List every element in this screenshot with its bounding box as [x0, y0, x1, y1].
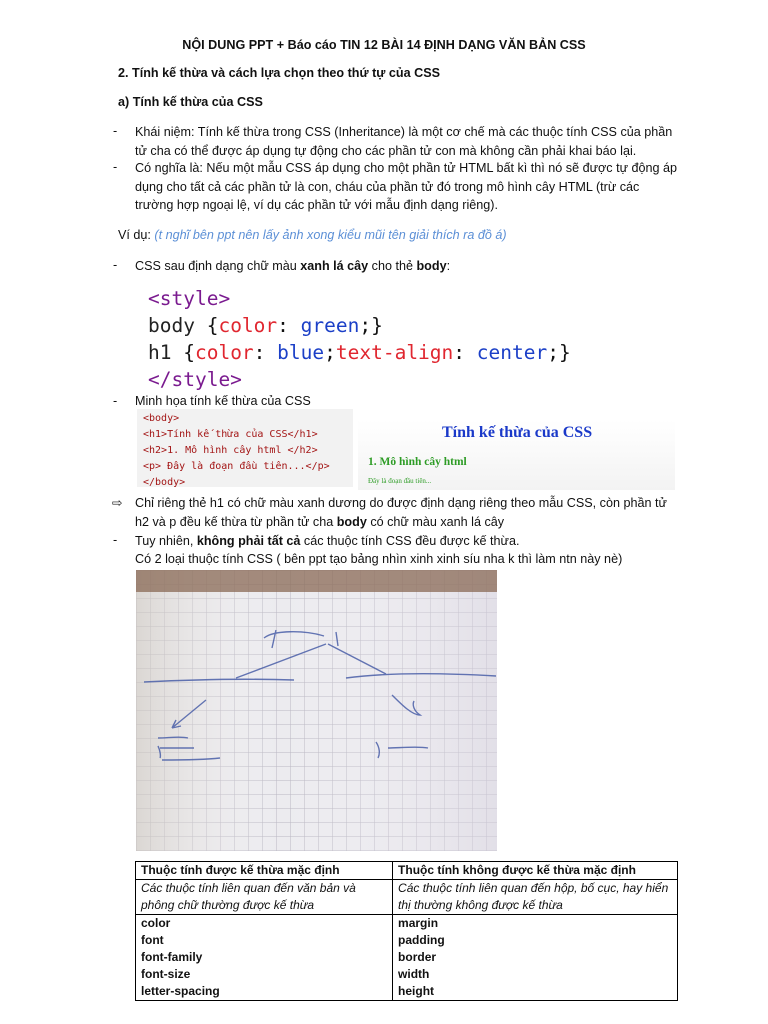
bullet-dash: -	[113, 394, 118, 408]
paragraph-two-types: Có 2 loại thuộc tính CSS ( bên ppt tạo bảng nhìn xinh xinh síu nha k thì làm ntn này nè)	[135, 552, 623, 566]
table-cell: Các thuộc tính liên quan đến hộp, bố cục, hay hiển thị thường không được kế thừa	[393, 880, 678, 915]
html-snippet-image	[137, 409, 353, 487]
paragraph-not-all: Tuy nhiên, không phải tất cả các thuộc tính CSS đều được kế thừa.	[135, 534, 520, 548]
bullet-dash: -	[113, 258, 118, 272]
code-style-close: </style>	[148, 368, 242, 391]
snippet-line: </body>	[143, 477, 186, 488]
bullet-dash: -	[113, 533, 118, 547]
paragraph-definition: Khái niệm: Tính kế thừa trong CSS (Inheritance) là một cơ chế mà các thuộc tính CSS của phần tử cha có thể được áp dụng tự động cho các phần tử con mà không cần phải khai báo lại.	[135, 125, 673, 158]
inheritance-table	[135, 861, 678, 1001]
table-header: Thuộc tính được kế thừa mặc định	[136, 862, 393, 880]
render-h2: 1. Mô hình cây html	[368, 456, 467, 468]
render-h1: Tính kế thừa của CSS	[442, 424, 593, 441]
arrow-icon: ⇨	[112, 496, 123, 510]
snippet-line: <body>	[143, 413, 180, 424]
paragraph-meaning: Có nghĩa là: Nếu một mẫu CSS áp dụng cho một phần tử HTML bất kì thì nó sẽ được tự động áp dụng cho tất cả các phần tử là con, cháu của phần tử đó trong mô hình cây HTML (trừ các trường hợp ngoại lệ, ví dụ các phần tử với mẫu định dạng riêng).	[135, 161, 678, 212]
example-label: Ví dụ:	[118, 228, 151, 242]
bullet-dash: -	[113, 160, 118, 174]
snippet-line: <p> Đây là đoạn đầu tiên...</p>	[143, 461, 330, 472]
table-cell: Các thuộc tính liên quan đến văn bản và phông chữ thường được kế thừa	[136, 880, 393, 915]
paragraph-h1-explanation: Chỉ riêng thẻ h1 có chữ màu xanh dương do được định dạng riêng theo mẫu CSS, còn phần tử h2 và p đều kế thừa từ phần tử cha body có chữ màu xanh lá cây	[135, 496, 667, 529]
code-style-open: <style>	[148, 287, 231, 310]
table-cell: color font font-family font-size letter-spacing	[136, 915, 393, 1001]
notebook-photo	[136, 570, 497, 851]
subsection-heading: a) Tính kế thừa của CSS	[118, 95, 263, 109]
notebook-sketch-image	[136, 570, 497, 851]
render-p: Đây là đoạn đầu tiên...	[368, 477, 432, 485]
css-code-block: <style> body {color: green;} h1 {color: blue;text-align: center;} </style>	[148, 287, 571, 391]
example-line	[118, 228, 507, 242]
snippet-line: <h2>1. Mô hình cây html </h2>	[143, 445, 318, 456]
rendered-output-image	[358, 420, 675, 490]
snippet-line: <h1>Tính kế thừa của CSS</h1>	[143, 429, 318, 440]
table-cell: margin padding border width height	[393, 915, 678, 1001]
bullet-dash: -	[113, 124, 118, 138]
paragraph-css-green: CSS sau định dạng chữ màu xanh lá cây cho thẻ body:	[135, 259, 451, 273]
paragraph-illustration: Minh họa tính kế thừa của CSS	[135, 394, 311, 408]
document-title: NỘI DUNG PPT + Báo cáo TIN 12 BÀI 14 ĐỊNH DẠNG VĂN BẢN CSS	[182, 38, 586, 52]
section-heading: 2. Tính kế thừa và cách lựa chọn theo thứ tự của CSS	[118, 66, 441, 80]
example-note: (t nghĩ bên ppt nên lấy ảnh xong kiểu mũi tên giải thích ra đồ á)	[154, 228, 507, 242]
table-header: Thuộc tính không được kế thừa mặc định	[393, 862, 678, 880]
